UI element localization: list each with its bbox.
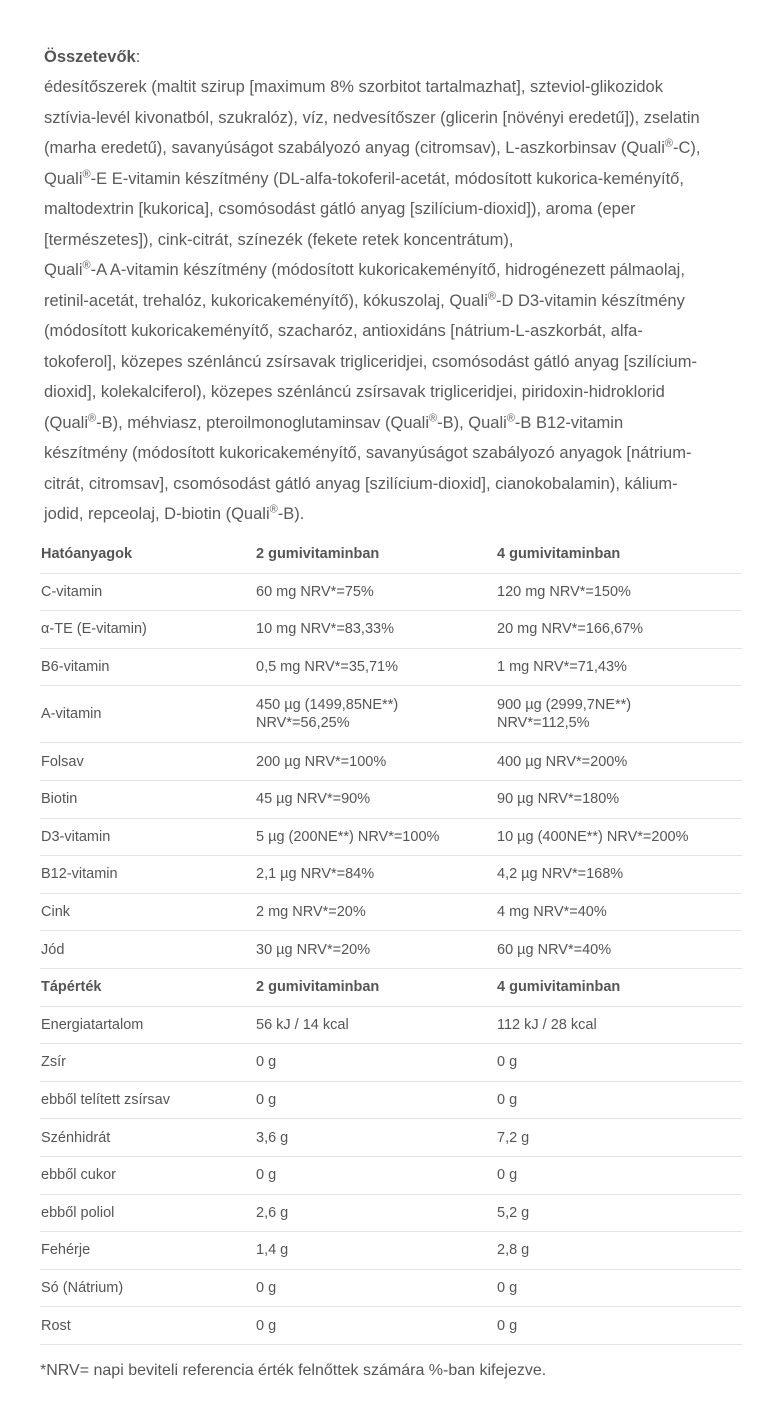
ingredients-text-part: citrát, citromsav], csomósodást gátló anyag [szilícium-dioxid], cianokobalamin), kálium- <box>44 474 678 493</box>
table-cell: 0 g <box>256 1156 497 1194</box>
ingredients-heading <box>44 42 744 72</box>
table-cell: Energiatartalom <box>40 1006 256 1044</box>
table-cell: ebből cukor <box>40 1156 256 1194</box>
table-cell: 400 µg NRV*=200% <box>497 743 742 781</box>
table-cell: 45 µg NRV*=90% <box>256 780 497 818</box>
registered-mark: ® <box>88 412 97 424</box>
table-cell: 2,8 g <box>497 1232 742 1270</box>
ingredients-line <box>44 225 744 256</box>
table-cell: 0 g <box>497 1081 742 1119</box>
table-cell: 90 µg NRV*=180% <box>497 780 742 818</box>
table-cell: Jód <box>40 931 256 969</box>
ingredients-text-part: -B). <box>277 505 305 523</box>
ingredients-text-part: -B), méhviasz, pteroilmonoglutaminsav (Quali <box>96 413 430 432</box>
ingredients-line <box>44 286 744 317</box>
registered-mark: ® <box>82 168 91 180</box>
table-cell: 3,6 g <box>256 1119 497 1157</box>
table-cell: 0 g <box>497 1269 742 1307</box>
table-cell: A-vitamin <box>40 686 256 743</box>
table-cell: 60 mg NRV*=75% <box>256 573 497 611</box>
table-cell: 4 mg NRV*=40% <box>497 893 742 931</box>
ingredients-line <box>44 255 744 286</box>
ingredients-text-part: jodid, repceolaj, D-biotin (Quali <box>44 505 270 523</box>
ingredients-text-part: (marha eredetű), savanyúságot szabályozó anyag (citromsav), L-aszkorbinsav (Quali <box>44 139 665 157</box>
registered-mark: ® <box>487 290 496 302</box>
table-row <box>40 1006 742 1044</box>
ingredients-text-part: -D D3-vitamin készítmény <box>495 291 685 310</box>
table-cell: Fehérje <box>40 1232 256 1270</box>
table-row <box>40 1119 742 1157</box>
table-cell: 0 g <box>497 1307 742 1345</box>
table-cell-line: NRV*=112,5% <box>497 715 590 732</box>
ingredients-text-part: (Quali <box>44 413 89 432</box>
table-row <box>40 1044 742 1082</box>
ingredients-line <box>44 347 744 378</box>
ingredients-title-colon: : <box>135 48 141 66</box>
table-cell: Tápérték <box>40 968 256 1006</box>
table-cell: Folsav <box>40 743 256 781</box>
table-cell-line: 900 µg (2999,7NE**) <box>497 697 632 714</box>
ingredients-line <box>44 133 744 164</box>
table-cell: 5 µg (200NE**) NRV*=100% <box>256 818 497 856</box>
ingredients-text-part: készítmény (módosított kukoricakeményítő, savanyúságot szabályozó anyagok [nátrium- <box>44 444 692 462</box>
table-cell: 0 g <box>256 1044 497 1082</box>
table-cell: 4 gumivitaminban <box>497 536 742 573</box>
table-cell <box>256 686 497 743</box>
table-row <box>40 1156 742 1194</box>
table-cell: 120 mg NRV*=150% <box>497 573 742 611</box>
table-row <box>40 780 742 818</box>
ingredients-text-part: -C), <box>672 139 701 157</box>
table-cell: 60 µg NRV*=40% <box>497 931 742 969</box>
table-cell: 0,5 mg NRV*=35,71% <box>256 648 497 686</box>
ingredients-text-part: Quali <box>44 169 83 188</box>
table-cell: 7,2 g <box>497 1119 742 1157</box>
table-cell: Cink <box>40 893 256 931</box>
ingredients-text-part: -A A-vitamin készítmény (módosított kukoricakeményítő, hidrogénezett pálmaolaj, <box>90 261 685 279</box>
registered-mark: ® <box>269 503 278 516</box>
table-cell: 1 mg NRV*=71,43% <box>497 648 742 686</box>
table-cell: Zsír <box>40 1044 256 1082</box>
registered-mark: ® <box>506 412 515 424</box>
table-cell: 0 g <box>497 1156 742 1194</box>
ingredients-section <box>44 42 744 530</box>
table-row <box>40 818 742 856</box>
table-cell: 0 g <box>497 1044 742 1082</box>
ingredients-text-part: tokoferol], közepes szénláncú zsírsavak trigliceridjei, csomósodást gátló anyag [szilícium- <box>44 352 697 371</box>
table-cell: 2,1 µg NRV*=84% <box>256 856 497 894</box>
table-cell: 10 mg NRV*=83,33% <box>256 611 497 649</box>
registered-mark: ® <box>429 412 438 424</box>
table-cell: 2 gumivitaminban <box>256 536 497 573</box>
table-cell: 20 mg NRV*=166,67% <box>497 611 742 649</box>
table-row <box>40 573 742 611</box>
table-cell: 2,6 g <box>256 1194 497 1232</box>
ingredients-line <box>44 377 744 408</box>
table-row <box>40 1194 742 1232</box>
ingredients-text-part: retinil-acetát, trehalóz, kukoricakeményítő), kókuszolaj, Quali <box>44 291 488 310</box>
table-row <box>40 648 742 686</box>
table-header-row <box>40 968 742 1006</box>
table-cell: 1,4 g <box>256 1232 497 1270</box>
ingredients-text-part: (módosított kukoricakeményítő, szacharóz, antioxidáns [nátrium-L-aszkorbát, alfa- <box>44 322 643 340</box>
table-cell: 112 kJ / 28 kcal <box>497 1006 742 1044</box>
registered-mark: ® <box>664 137 673 150</box>
ingredients-line <box>44 469 744 500</box>
table-cell: 0 g <box>256 1307 497 1345</box>
table-cell: 2 gumivitaminban <box>256 968 497 1006</box>
table-cell: D3-vitamin <box>40 818 256 856</box>
table-cell: Hatóanyagok <box>40 536 256 573</box>
table-row <box>40 1269 742 1307</box>
table-cell: C-vitamin <box>40 573 256 611</box>
table-cell: Só (Nátrium) <box>40 1269 256 1307</box>
ingredients-line <box>44 103 744 134</box>
ingredients-text-part: édesítőszerek (maltit szirup [maximum 8% szorbitot tartalmazhat], szteviol-glikozidok <box>44 78 663 96</box>
registered-mark: ® <box>82 259 91 272</box>
table-cell: 2 mg NRV*=20% <box>256 893 497 931</box>
table-cell: ebből poliol <box>40 1194 256 1232</box>
ingredients-text-part: -B), Quali <box>437 413 507 432</box>
ingredients-text-part: -E E-vitamin készítmény (DL-alfa-tokoferil-acetát, módosított kukorica-keményítő, <box>90 169 684 188</box>
ingredients-line <box>44 72 744 103</box>
table-cell: ebből telített zsírsav <box>40 1081 256 1119</box>
table-cell: 0 g <box>256 1269 497 1307</box>
table-row <box>40 931 742 969</box>
table-cell: 4,2 µg NRV*=168% <box>497 856 742 894</box>
table-cell-line: 450 µg (1499,85NE**) <box>256 697 399 714</box>
table-header-row <box>40 536 742 573</box>
table-cell: 4 gumivitaminban <box>497 968 742 1006</box>
table-row <box>40 743 742 781</box>
ingredients-line <box>44 316 744 347</box>
table-cell: 5,2 g <box>497 1194 742 1232</box>
table-cell: 56 kJ / 14 kcal <box>256 1006 497 1044</box>
table-row <box>40 1307 742 1345</box>
table-cell: α-TE (E-vitamin) <box>40 611 256 649</box>
table-cell: B12-vitamin <box>40 856 256 894</box>
table-cell <box>497 686 742 743</box>
ingredients-line <box>44 164 744 195</box>
table-row <box>40 686 742 743</box>
table-cell: 0 g <box>256 1081 497 1119</box>
ingredients-text-part: Quali <box>44 261 83 279</box>
nutrition-table <box>40 536 742 1345</box>
ingredients-line <box>44 438 744 469</box>
ingredients-line <box>44 499 744 530</box>
table-row <box>40 1081 742 1119</box>
table-cell: 200 µg NRV*=100% <box>256 743 497 781</box>
ingredients-text <box>44 72 744 530</box>
table-row <box>40 611 742 649</box>
table-cell: B6-vitamin <box>40 648 256 686</box>
table-cell: Biotin <box>40 780 256 818</box>
ingredients-title: Összetevők <box>44 48 136 66</box>
ingredients-text-part: -B B12-vitamin <box>514 413 624 432</box>
ingredients-line <box>44 408 744 439</box>
table-row <box>40 893 742 931</box>
ingredients-text-part: [természetes]), cink-citrát, színezék (fekete retek koncentrátum), <box>44 230 514 249</box>
table-cell-line: NRV*=56,25% <box>256 715 350 732</box>
footnote: *NRV= napi beviteli referencia érték felnőttek számára %-ban kifejezve. <box>40 1362 547 1379</box>
ingredients-line <box>44 194 744 225</box>
table-row <box>40 856 742 894</box>
ingredients-text-part: sztívia-levél kivonatból, szukralóz), víz, nedvesítőszer (glicerin [növényi eredetű]), zselatin <box>44 108 700 127</box>
table-cell: Szénhidrát <box>40 1119 256 1157</box>
table-cell: 30 µg NRV*=20% <box>256 931 497 969</box>
ingredients-text-part: dioxid], kolekalciferol), közepes szénláncú zsírsavak trigliceridjei, piridoxin-hidroklorid <box>44 383 665 401</box>
table-row <box>40 1232 742 1270</box>
table-cell: 10 µg (400NE**) NRV*=200% <box>497 818 742 856</box>
ingredients-text-part: maltodextrin [kukorica], csomósodást gátló anyag [szilícium-dioxid]), aroma (eper <box>44 200 636 218</box>
table-cell: Rost <box>40 1307 256 1345</box>
